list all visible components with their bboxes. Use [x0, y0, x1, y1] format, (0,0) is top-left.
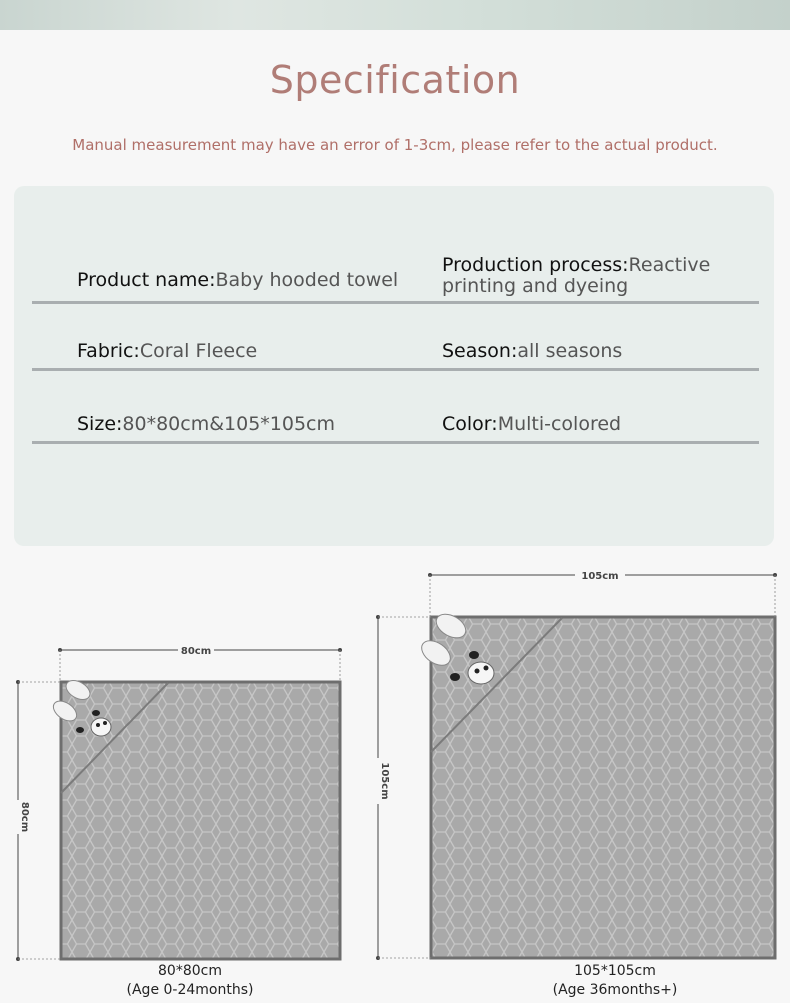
small-height-label: 80cm [19, 801, 30, 833]
page-title: Specification [269, 58, 521, 102]
small-towel-size: 80*80cm [158, 963, 222, 979]
spec-label: Size: [77, 413, 123, 435]
large-towel-size: 105*105cm [574, 963, 656, 979]
spec-value: all seasons [517, 340, 623, 362]
spec-label: Fabric: [77, 340, 140, 362]
small-towel-age: (Age 0-24months) [126, 982, 254, 998]
spec-label: Color: [442, 413, 498, 435]
spec-value: 80*80cm&105*105cm [122, 413, 336, 435]
small-towel [11, 643, 342, 961]
spec-label: Product name: [77, 269, 216, 291]
large-towel-caption [515, 962, 715, 1000]
spec-label: Season: [442, 340, 518, 362]
large-towel-age: (Age 36months+) [552, 982, 678, 998]
large-width-label: 105cm [581, 571, 619, 582]
spec-value: Multi-colored [497, 413, 622, 435]
measurement-note: Manual measurement may have an error of 1-3cm, please refer to the actual product. [72, 136, 718, 154]
spec-label: Production process: [442, 254, 629, 276]
large-towel [371, 567, 777, 960]
small-towel-caption [90, 962, 290, 1000]
small-width-label: 80cm [180, 646, 212, 657]
spec-value: Reactive printing and dyeing [442, 254, 711, 297]
spec-value: Baby hooded towel [215, 269, 399, 291]
spec-value: Coral Fleece [139, 340, 258, 362]
large-height-label: 105cm [379, 762, 390, 800]
